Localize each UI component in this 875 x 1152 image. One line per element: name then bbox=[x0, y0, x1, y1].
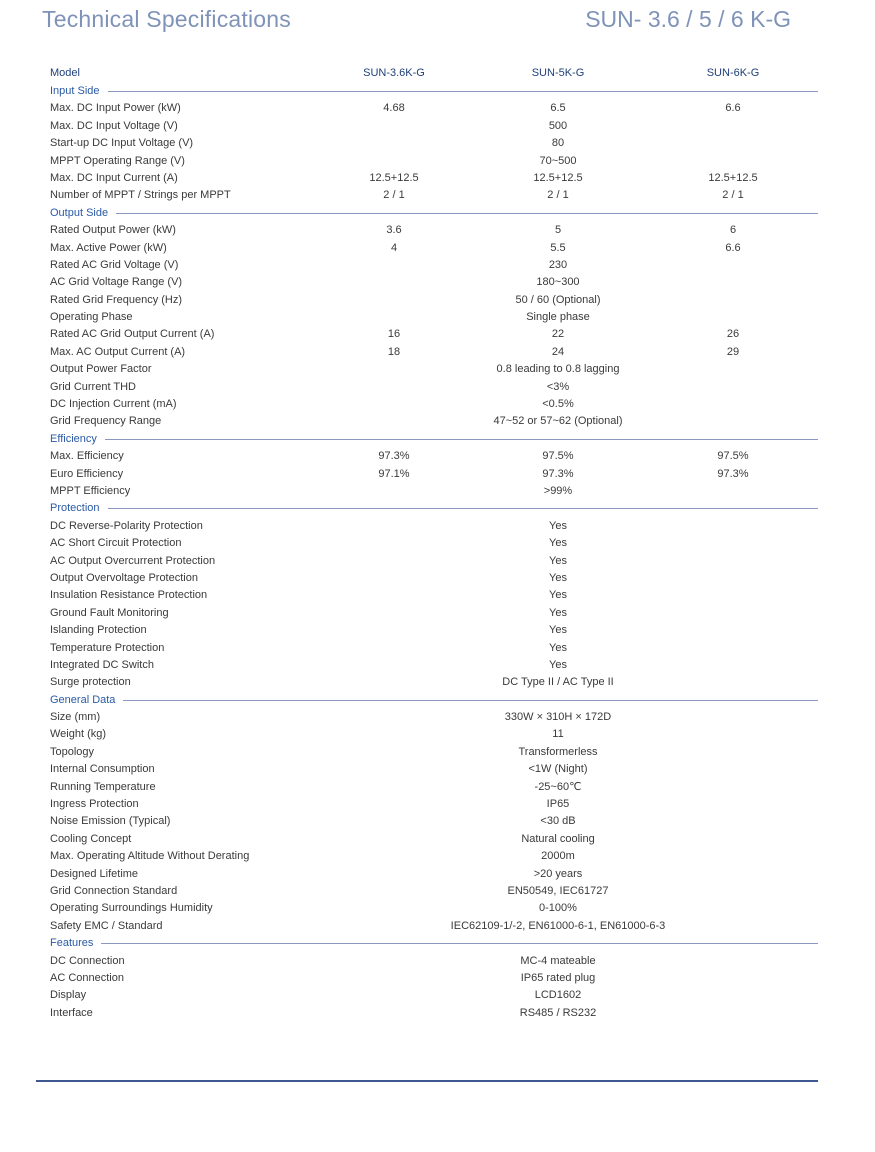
spec-value: 230 bbox=[548, 258, 568, 271]
spec-value: Yes bbox=[549, 658, 567, 671]
spec-value: 4 bbox=[390, 241, 398, 254]
spec-row bbox=[50, 657, 818, 674]
spec-value: Yes bbox=[549, 606, 567, 619]
spec-label: AC Short Circuit Protection bbox=[50, 537, 182, 550]
spec-value: LCD1602 bbox=[534, 989, 582, 1002]
spec-value: 11 bbox=[552, 728, 564, 741]
section-heading bbox=[50, 205, 818, 222]
section-divider bbox=[50, 700, 818, 701]
model-name: SUN-6K-G bbox=[706, 67, 760, 79]
spec-value: EN50549, IEC61727 bbox=[507, 884, 609, 897]
spec-value: IP65 rated plug bbox=[520, 971, 596, 984]
spec-row bbox=[50, 240, 818, 257]
spec-row bbox=[50, 274, 818, 291]
spec-label: Cooling Concept bbox=[50, 832, 132, 845]
spec-label: Islanding Protection bbox=[50, 624, 147, 637]
spec-label: Interface bbox=[50, 1006, 93, 1019]
footer-rule bbox=[36, 1080, 818, 1082]
spec-row bbox=[50, 709, 818, 726]
page-title: Technical Specifications bbox=[42, 6, 291, 32]
spec-row bbox=[50, 1005, 818, 1022]
spec-label: Start-up DC Input Voltage (V) bbox=[50, 137, 194, 150]
spec-value: 180~300 bbox=[536, 276, 580, 289]
spec-value: 2000m bbox=[541, 850, 575, 863]
model-series-title: SUN- 3.6 / 5 / 6 K-G bbox=[585, 6, 791, 32]
spec-row bbox=[50, 918, 818, 935]
spec-value: 29 bbox=[726, 345, 740, 358]
spec-value: 4.68 bbox=[383, 102, 405, 115]
spec-value: 70~500 bbox=[539, 154, 577, 167]
spec-value: 47~52 or 57~62 (Optional) bbox=[493, 415, 623, 428]
spec-label: AC Grid Voltage Range (V) bbox=[50, 276, 183, 289]
spec-row bbox=[50, 674, 818, 691]
spec-label: Operating Surroundings Humidity bbox=[50, 902, 213, 915]
spec-value: 12.5+12.5 bbox=[533, 171, 583, 184]
spec-label: Output Power Factor bbox=[50, 363, 152, 376]
spec-value: Transformerless bbox=[518, 745, 598, 758]
spec-row bbox=[50, 222, 818, 239]
spec-value: 18 bbox=[387, 345, 401, 358]
spec-value: Yes bbox=[549, 554, 567, 567]
spec-value: MC-4 mateable bbox=[520, 954, 596, 967]
spec-label: Internal Consumption bbox=[50, 763, 155, 776]
spec-table bbox=[50, 63, 818, 1022]
spec-value: Yes bbox=[549, 571, 567, 584]
spec-label: Number of MPPT / Strings per MPPT bbox=[50, 189, 231, 202]
section-heading bbox=[50, 500, 818, 517]
spec-row bbox=[50, 326, 818, 343]
spec-value: Single phase bbox=[526, 311, 590, 324]
spec-value: <3% bbox=[546, 380, 570, 393]
spec-row bbox=[50, 570, 818, 587]
spec-row bbox=[50, 605, 818, 622]
section-divider bbox=[50, 213, 818, 214]
spec-value: 22 bbox=[551, 328, 565, 341]
model-label: Model bbox=[50, 67, 80, 79]
spec-row bbox=[50, 100, 818, 117]
section-heading bbox=[50, 431, 818, 448]
spec-value: 5.5 bbox=[550, 241, 566, 254]
spec-row bbox=[50, 518, 818, 535]
spec-row bbox=[50, 796, 818, 813]
spec-value: Yes bbox=[549, 537, 567, 550]
spec-value: 97.3% bbox=[378, 450, 410, 463]
spec-value: 6 bbox=[729, 224, 737, 237]
spec-row bbox=[50, 344, 818, 361]
spec-value: 97.3% bbox=[717, 467, 749, 480]
spec-value: 12.5+12.5 bbox=[708, 171, 758, 184]
model-name: SUN-5K-G bbox=[531, 67, 585, 79]
spec-value: 97.1% bbox=[378, 467, 410, 480]
section-title: Input Side bbox=[50, 83, 108, 100]
spec-row bbox=[50, 900, 818, 917]
spec-value: 2 / 1 bbox=[547, 189, 569, 202]
spec-value: 6.6 bbox=[725, 102, 741, 115]
spec-value: 12.5+12.5 bbox=[369, 171, 419, 184]
spec-label: Max. Efficiency bbox=[50, 450, 124, 463]
spec-label: Euro Efficiency bbox=[50, 467, 124, 480]
spec-label: Output Overvoltage Protection bbox=[50, 571, 198, 584]
spec-value: Natural cooling bbox=[521, 832, 595, 845]
spec-value: 5 bbox=[554, 224, 562, 237]
spec-label: Rated AC Grid Voltage (V) bbox=[50, 258, 179, 271]
spec-label: Size (mm) bbox=[50, 711, 101, 724]
spec-row bbox=[50, 553, 818, 570]
spec-value: Yes bbox=[549, 519, 567, 532]
spec-row bbox=[50, 622, 818, 639]
spec-value: <30 dB bbox=[540, 815, 576, 828]
spec-row bbox=[50, 187, 818, 204]
spec-value: <1W (Night) bbox=[528, 763, 588, 776]
spec-value: 80 bbox=[551, 137, 565, 150]
spec-label: DC Injection Current (mA) bbox=[50, 398, 177, 411]
model-name: SUN-3.6K-G bbox=[363, 67, 425, 79]
spec-value: 24 bbox=[551, 345, 565, 358]
spec-value: Yes bbox=[549, 624, 567, 637]
spec-row bbox=[50, 170, 818, 187]
spec-value: 0-100% bbox=[539, 902, 577, 915]
spec-label: MPPT Efficiency bbox=[50, 484, 131, 497]
spec-row bbox=[50, 587, 818, 604]
spec-row bbox=[50, 413, 818, 430]
spec-row bbox=[50, 883, 818, 900]
spec-value: IP65 bbox=[546, 798, 570, 811]
section-title: Output Side bbox=[50, 205, 116, 222]
spec-value: RS485 / RS232 bbox=[519, 1006, 597, 1019]
spec-label: MPPT Operating Range (V) bbox=[50, 154, 185, 167]
section-title: Features bbox=[50, 935, 101, 952]
spec-value: IEC62109-1/-2, EN61000-6-1, EN61000-6-3 bbox=[450, 919, 666, 932]
spec-row bbox=[50, 396, 818, 413]
spec-sections bbox=[50, 83, 818, 1022]
section-title: General Data bbox=[50, 692, 123, 709]
spec-value: 2 / 1 bbox=[722, 189, 744, 202]
spec-row bbox=[50, 813, 818, 830]
spec-label: Temperature Protection bbox=[50, 641, 165, 654]
spec-label: Display bbox=[50, 989, 87, 1002]
spec-value: 6.6 bbox=[725, 241, 741, 254]
spec-row bbox=[50, 761, 818, 778]
spec-value: 330W × 310H × 172D bbox=[504, 711, 612, 724]
spec-row bbox=[50, 483, 818, 500]
spec-row bbox=[50, 379, 818, 396]
section-heading bbox=[50, 83, 818, 100]
spec-label: Designed Lifetime bbox=[50, 867, 139, 880]
section-title: Protection bbox=[50, 500, 108, 517]
spec-label: Max. Operating Altitude Without Derating bbox=[50, 850, 250, 863]
spec-row bbox=[50, 292, 818, 309]
spec-label: Max. DC Input Voltage (V) bbox=[50, 119, 178, 132]
spec-value: 97.5% bbox=[542, 450, 574, 463]
spec-label: Grid Connection Standard bbox=[50, 884, 178, 897]
spec-row bbox=[50, 257, 818, 274]
spec-label: Weight (kg) bbox=[50, 728, 107, 741]
spec-row bbox=[50, 640, 818, 657]
spec-value: -25~60℃ bbox=[534, 780, 582, 793]
spec-label: Grid Frequency Range bbox=[50, 415, 162, 428]
spec-row bbox=[50, 309, 818, 326]
spec-row bbox=[50, 118, 818, 135]
spec-label: Integrated DC Switch bbox=[50, 658, 154, 671]
section-divider bbox=[50, 439, 818, 440]
spec-value: 500 bbox=[548, 119, 568, 132]
section-divider bbox=[50, 91, 818, 92]
spec-row bbox=[50, 970, 818, 987]
spec-row bbox=[50, 726, 818, 743]
spec-label: Max. DC Input Power (kW) bbox=[50, 102, 181, 115]
spec-label: Operating Phase bbox=[50, 311, 133, 324]
section-divider bbox=[50, 508, 818, 509]
spec-value: 3.6 bbox=[386, 224, 402, 237]
section-heading bbox=[50, 692, 818, 709]
spec-value: >20 years bbox=[533, 867, 583, 880]
spec-value: Yes bbox=[549, 589, 567, 602]
spec-row bbox=[50, 135, 818, 152]
spec-value: 26 bbox=[726, 328, 740, 341]
model-row bbox=[50, 63, 818, 83]
spec-label: Surge protection bbox=[50, 676, 131, 689]
spec-row bbox=[50, 153, 818, 170]
spec-label: Max. DC Input Current (A) bbox=[50, 171, 178, 184]
spec-label: Max. AC Output Current (A) bbox=[50, 345, 186, 358]
spec-label: Topology bbox=[50, 745, 95, 758]
spec-row bbox=[50, 448, 818, 465]
spec-label: DC Reverse-Polarity Protection bbox=[50, 519, 203, 532]
spec-value: 50 / 60 (Optional) bbox=[515, 293, 601, 306]
spec-label: Rated Output Power (kW) bbox=[50, 224, 176, 237]
spec-label: Ground Fault Monitoring bbox=[50, 606, 169, 619]
section-divider bbox=[50, 943, 818, 944]
spec-value: 2 / 1 bbox=[383, 189, 405, 202]
spec-label: Rated AC Grid Output Current (A) bbox=[50, 328, 215, 341]
spec-label: Rated Grid Frequency (Hz) bbox=[50, 293, 183, 306]
spec-value: <0.5% bbox=[542, 398, 574, 411]
spec-row bbox=[50, 987, 818, 1004]
section-heading bbox=[50, 935, 818, 952]
spec-row bbox=[50, 535, 818, 552]
spec-label: AC Output Overcurrent Protection bbox=[50, 554, 216, 567]
spec-label: AC Connection bbox=[50, 971, 124, 984]
spec-value: 0.8 leading to 0.8 lagging bbox=[496, 363, 620, 376]
spec-value: 97.3% bbox=[542, 467, 574, 480]
spec-label: Grid Current THD bbox=[50, 380, 136, 393]
spec-label: Noise Emission (Typical) bbox=[50, 815, 171, 828]
spec-value: 6.5 bbox=[550, 102, 566, 115]
spec-label: Max. Active Power (kW) bbox=[50, 241, 167, 254]
spec-row bbox=[50, 866, 818, 883]
spec-label: Running Temperature bbox=[50, 780, 156, 793]
spec-row bbox=[50, 779, 818, 796]
spec-label: Insulation Resistance Protection bbox=[50, 589, 208, 602]
spec-row bbox=[50, 848, 818, 865]
spec-row bbox=[50, 466, 818, 483]
spec-label: DC Connection bbox=[50, 954, 125, 967]
spec-row bbox=[50, 831, 818, 848]
spec-row bbox=[50, 744, 818, 761]
spec-value: DC Type II / AC Type II bbox=[502, 676, 614, 689]
spec-row bbox=[50, 361, 818, 378]
spec-label: Safety EMC / Standard bbox=[50, 919, 163, 932]
section-title: Efficiency bbox=[50, 431, 105, 448]
spec-label: Ingress Protection bbox=[50, 798, 139, 811]
spec-value: 16 bbox=[387, 328, 401, 341]
spec-value: >99% bbox=[543, 484, 573, 497]
spec-row bbox=[50, 953, 818, 970]
spec-value: Yes bbox=[549, 641, 567, 654]
spec-value: 97.5% bbox=[717, 450, 749, 463]
